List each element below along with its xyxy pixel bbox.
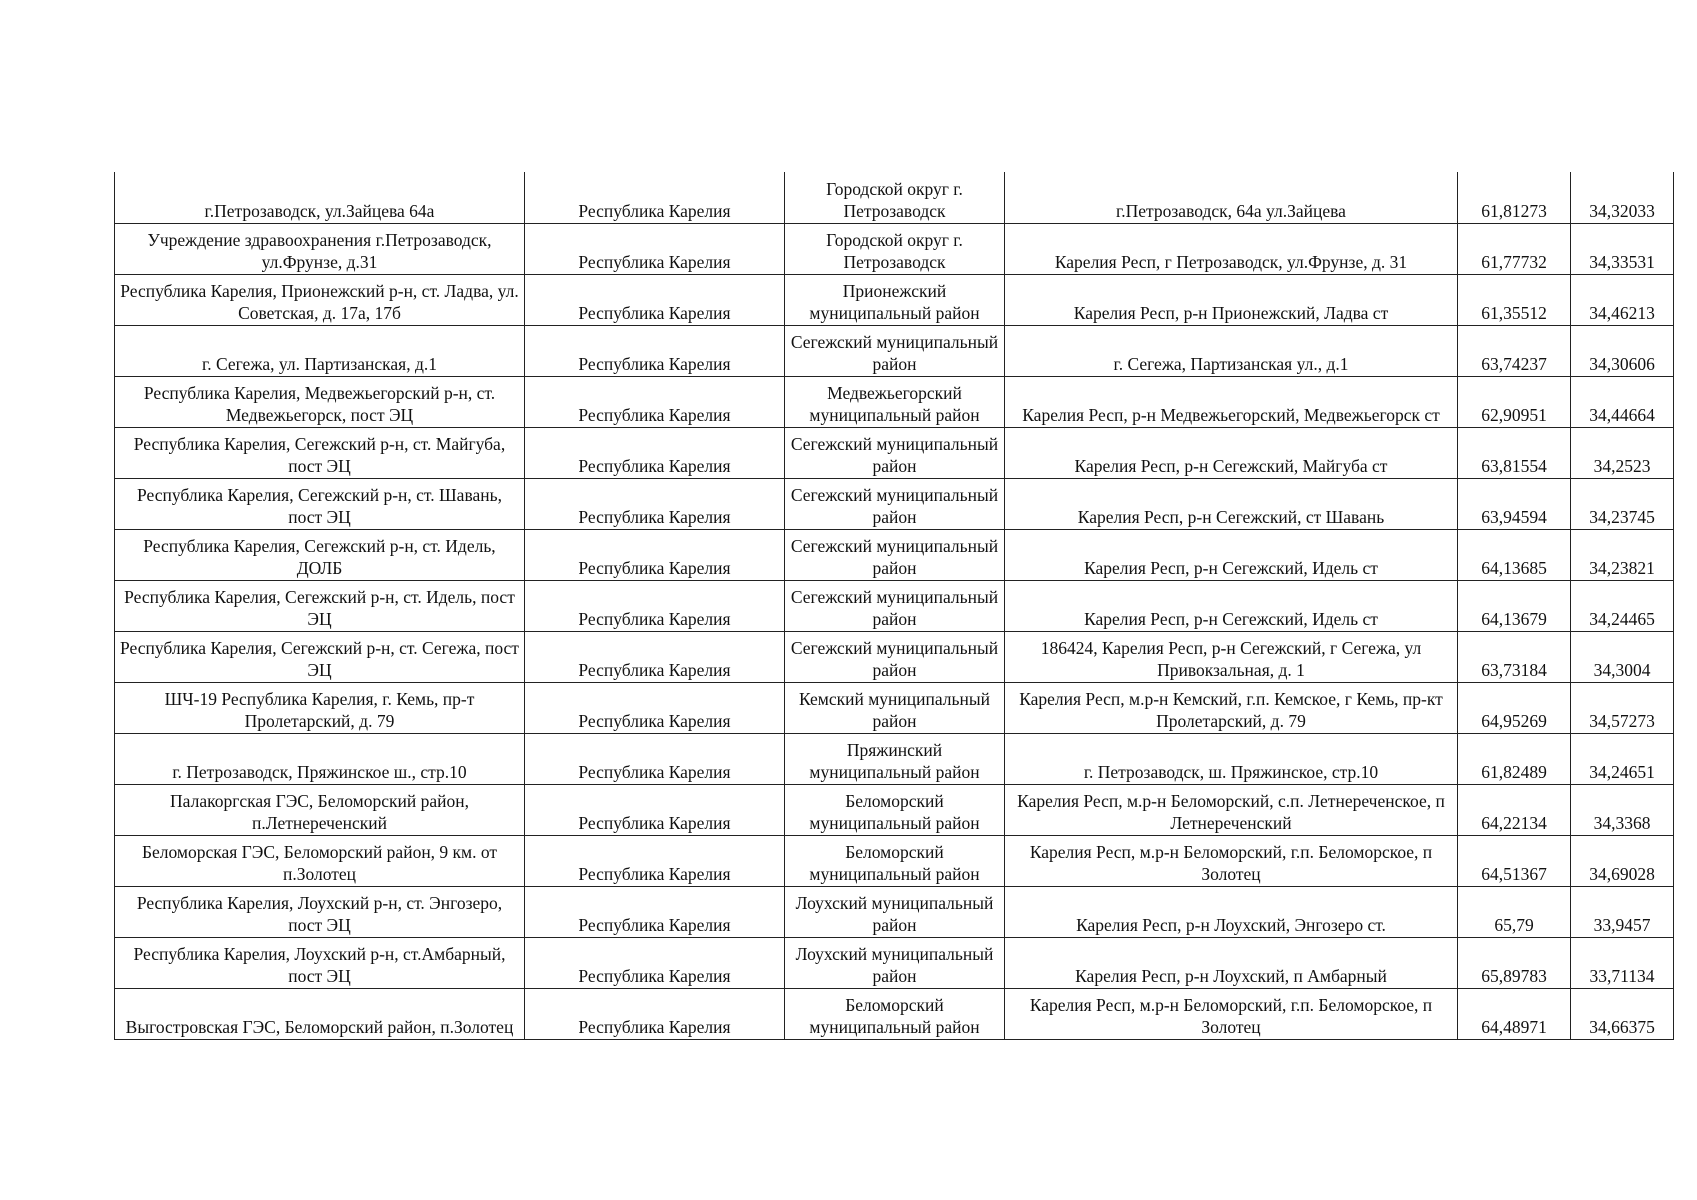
- longitude-cell: 34,23821: [1571, 529, 1674, 580]
- table-row: [115, 325, 1674, 376]
- region-cell: Республика Карелия: [525, 223, 785, 274]
- locations-table: [114, 172, 1674, 1040]
- region-cell: Республика Карелия: [525, 427, 785, 478]
- municipality-cell: Сегежский муниципальный район: [785, 631, 1005, 682]
- address-cell: ШЧ-19 Республика Карелия, г. Кемь, пр-т Пролетарский, д. 79: [115, 682, 525, 733]
- normalized-address-cell: Карелия Респ, р-н Сегежский, Идель ст: [1005, 529, 1458, 580]
- municipality-cell: Сегежский муниципальный район: [785, 580, 1005, 631]
- address-cell: Выгостровская ГЭС, Беломорский район, п.Золотец: [115, 988, 525, 1039]
- normalized-address-cell: Карелия Респ, м.р-н Беломорский, г.п. Беломорское, п Золотец: [1005, 988, 1458, 1039]
- region-cell: Республика Карелия: [525, 988, 785, 1039]
- table-row: [115, 376, 1674, 427]
- municipality-cell: Сегежский муниципальный район: [785, 529, 1005, 580]
- longitude-cell: 34,23745: [1571, 478, 1674, 529]
- latitude-cell: 64,95269: [1458, 682, 1571, 733]
- address-cell: Палакоргская ГЭС, Беломорский район, п.Летнереченский: [115, 784, 525, 835]
- latitude-cell: 63,74237: [1458, 325, 1571, 376]
- municipality-cell: Сегежский муниципальный район: [785, 325, 1005, 376]
- municipality-cell: Беломорский муниципальный район: [785, 784, 1005, 835]
- table-row: [115, 631, 1674, 682]
- latitude-cell: 61,81273: [1458, 172, 1571, 223]
- region-cell: Республика Карелия: [525, 937, 785, 988]
- region-cell: Республика Карелия: [525, 274, 785, 325]
- municipality-cell: Лоухский муниципальный район: [785, 886, 1005, 937]
- table-row: [115, 223, 1674, 274]
- address-cell: г. Петрозаводск, Пряжинское ш., стр.10: [115, 733, 525, 784]
- region-cell: Республика Карелия: [525, 580, 785, 631]
- table-row: [115, 529, 1674, 580]
- address-cell: Республика Карелия, Сегежский р-н, ст. Сегежа, пост ЭЦ: [115, 631, 525, 682]
- latitude-cell: 64,13685: [1458, 529, 1571, 580]
- municipality-cell: Сегежский муниципальный район: [785, 427, 1005, 478]
- table-row: [115, 835, 1674, 886]
- table-row: [115, 427, 1674, 478]
- latitude-cell: 64,51367: [1458, 835, 1571, 886]
- address-cell: Республика Карелия, Сегежский р-н, ст. Идель, ДОЛБ: [115, 529, 525, 580]
- municipality-cell: Прионежский муниципальный район: [785, 274, 1005, 325]
- address-cell: Республика Карелия, Лоухский р-н, ст.Амбарный, пост ЭЦ: [115, 937, 525, 988]
- address-cell: г.Петрозаводск, ул.Зайцева 64а: [115, 172, 525, 223]
- municipality-cell: Медвежьегорский муниципальный район: [785, 376, 1005, 427]
- longitude-cell: 34,24651: [1571, 733, 1674, 784]
- longitude-cell: 34,3368: [1571, 784, 1674, 835]
- address-cell: Республика Карелия, Прионежский р-н, ст. Ладва, ул. Советская, д. 17а, 17б: [115, 274, 525, 325]
- municipality-cell: Беломорский муниципальный район: [785, 988, 1005, 1039]
- table-row: [115, 937, 1674, 988]
- normalized-address-cell: Карелия Респ, р-н Лоухский, п Амбарный: [1005, 937, 1458, 988]
- table-row: [115, 886, 1674, 937]
- region-cell: Республика Карелия: [525, 733, 785, 784]
- region-cell: Республика Карелия: [525, 376, 785, 427]
- longitude-cell: 34,46213: [1571, 274, 1674, 325]
- normalized-address-cell: Карелия Респ, р-н Прионежский, Ладва ст: [1005, 274, 1458, 325]
- latitude-cell: 63,94594: [1458, 478, 1571, 529]
- latitude-cell: 64,13679: [1458, 580, 1571, 631]
- latitude-cell: 61,82489: [1458, 733, 1571, 784]
- latitude-cell: 61,35512: [1458, 274, 1571, 325]
- region-cell: Республика Карелия: [525, 529, 785, 580]
- latitude-cell: 61,77732: [1458, 223, 1571, 274]
- longitude-cell: 34,32033: [1571, 172, 1674, 223]
- normalized-address-cell: Карелия Респ, г Петрозаводск, ул.Фрунзе, д. 31: [1005, 223, 1458, 274]
- region-cell: Республика Карелия: [525, 478, 785, 529]
- longitude-cell: 34,57273: [1571, 682, 1674, 733]
- longitude-cell: 34,24465: [1571, 580, 1674, 631]
- normalized-address-cell: Карелия Респ, р-н Медвежьегорский, Медвежьегорск ст: [1005, 376, 1458, 427]
- table-row: [115, 784, 1674, 835]
- longitude-cell: 34,30606: [1571, 325, 1674, 376]
- longitude-cell: 34,3004: [1571, 631, 1674, 682]
- municipality-cell: Городской округ г. Петрозаводск: [785, 223, 1005, 274]
- normalized-address-cell: Карелия Респ, р-н Сегежский, Майгуба ст: [1005, 427, 1458, 478]
- latitude-cell: 63,81554: [1458, 427, 1571, 478]
- longitude-cell: 34,33531: [1571, 223, 1674, 274]
- address-cell: Республика Карелия, Медвежьегорский р-н, ст. Медвежьегорск, пост ЭЦ: [115, 376, 525, 427]
- region-cell: Республика Карелия: [525, 325, 785, 376]
- municipality-cell: Городской округ г. Петрозаводск: [785, 172, 1005, 223]
- latitude-cell: 65,89783: [1458, 937, 1571, 988]
- region-cell: Республика Карелия: [525, 784, 785, 835]
- table-row: [115, 478, 1674, 529]
- longitude-cell: 34,66375: [1571, 988, 1674, 1039]
- latitude-cell: 64,48971: [1458, 988, 1571, 1039]
- normalized-address-cell: г.Петрозаводск, 64а ул.Зайцева: [1005, 172, 1458, 223]
- region-cell: Республика Карелия: [525, 172, 785, 223]
- normalized-address-cell: г. Сегежа, Партизанская ул., д.1: [1005, 325, 1458, 376]
- address-cell: Учреждение здравоохранения г.Петрозаводск, ул.Фрунзе, д.31: [115, 223, 525, 274]
- longitude-cell: 34,44664: [1571, 376, 1674, 427]
- address-cell: Республика Карелия, Сегежский р-н, ст. Идель, пост ЭЦ: [115, 580, 525, 631]
- longitude-cell: 33,71134: [1571, 937, 1674, 988]
- normalized-address-cell: г. Петрозаводск, ш. Пряжинское, стр.10: [1005, 733, 1458, 784]
- municipality-cell: Лоухский муниципальный район: [785, 937, 1005, 988]
- table-row: [115, 988, 1674, 1039]
- latitude-cell: 65,79: [1458, 886, 1571, 937]
- address-cell: Беломорская ГЭС, Беломорский район, 9 км. от п.Золотец: [115, 835, 525, 886]
- municipality-cell: Сегежский муниципальный район: [785, 478, 1005, 529]
- latitude-cell: 62,90951: [1458, 376, 1571, 427]
- region-cell: Республика Карелия: [525, 631, 785, 682]
- address-cell: Республика Карелия, Сегежский р-н, ст. Шавань, пост ЭЦ: [115, 478, 525, 529]
- table-row: [115, 172, 1674, 223]
- normalized-address-cell: 186424, Карелия Респ, р-н Сегежский, г Сегежа, ул Привокзальная, д. 1: [1005, 631, 1458, 682]
- normalized-address-cell: Карелия Респ, р-н Сегежский, ст Шавань: [1005, 478, 1458, 529]
- municipality-cell: Кемский муниципальный район: [785, 682, 1005, 733]
- latitude-cell: 63,73184: [1458, 631, 1571, 682]
- address-cell: Республика Карелия, Лоухский р-н, ст. Энгозеро, пост ЭЦ: [115, 886, 525, 937]
- table-row: [115, 580, 1674, 631]
- table-row: [115, 733, 1674, 784]
- normalized-address-cell: Карелия Респ, м.р-н Кемский, г.п. Кемское, г Кемь, пр-кт Пролетарский, д. 79: [1005, 682, 1458, 733]
- normalized-address-cell: Карелия Респ, м.р-н Беломорский, г.п. Беломорское, п Золотец: [1005, 835, 1458, 886]
- longitude-cell: 34,2523: [1571, 427, 1674, 478]
- latitude-cell: 64,22134: [1458, 784, 1571, 835]
- region-cell: Республика Карелия: [525, 682, 785, 733]
- table-row: [115, 274, 1674, 325]
- normalized-address-cell: Карелия Респ, м.р-н Беломорский, с.п. Летнереченское, п Летнереченский: [1005, 784, 1458, 835]
- municipality-cell: Беломорский муниципальный район: [785, 835, 1005, 886]
- address-cell: Республика Карелия, Сегежский р-н, ст. Майгуба, пост ЭЦ: [115, 427, 525, 478]
- region-cell: Республика Карелия: [525, 835, 785, 886]
- municipality-cell: Пряжинский муниципальный район: [785, 733, 1005, 784]
- longitude-cell: 34,69028: [1571, 835, 1674, 886]
- table-row: [115, 682, 1674, 733]
- normalized-address-cell: Карелия Респ, р-н Сегежский, Идель ст: [1005, 580, 1458, 631]
- table-body: [115, 172, 1674, 1039]
- normalized-address-cell: Карелия Респ, р-н Лоухский, Энгозеро ст.: [1005, 886, 1458, 937]
- longitude-cell: 33,9457: [1571, 886, 1674, 937]
- region-cell: Республика Карелия: [525, 886, 785, 937]
- address-cell: г. Сегежа, ул. Партизанская, д.1: [115, 325, 525, 376]
